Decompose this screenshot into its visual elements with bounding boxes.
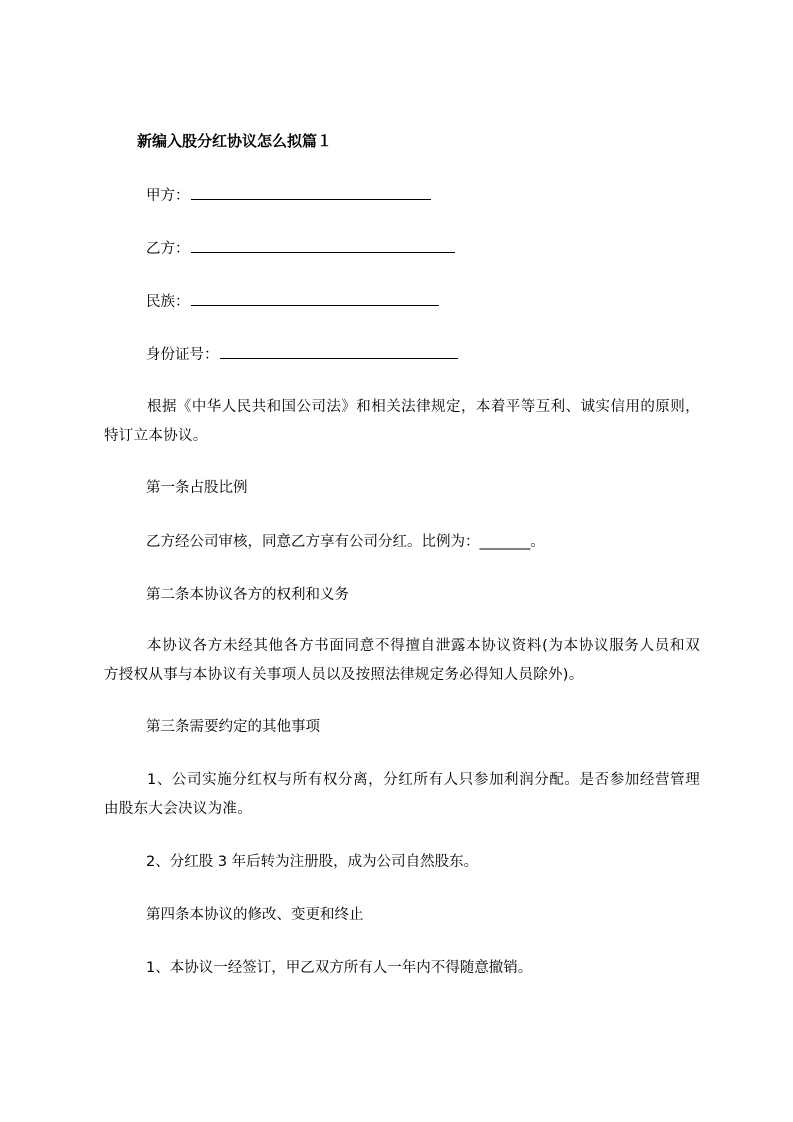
article-2-text: 本协议各方未经其他各方书面同意不得擅自泄露本协议资料(为本协议服务人员和双方授权从事与本协议有关事项人员以及按照法律规定务必得知人员除外)。 — [104, 638, 700, 683]
party-b-blank-line — [191, 238, 455, 253]
article-3-heading: 第三条需要约定的其他事项 — [146, 719, 320, 735]
id-number-field — [146, 344, 458, 365]
party-a-label: 甲方： — [146, 188, 190, 204]
party-b-label: 乙方： — [146, 241, 190, 257]
ethnicity-blank-line — [191, 291, 439, 306]
party-a-field — [146, 185, 431, 206]
article-1-text: 乙方经公司审核，同意乙方享有公司分红。比例为：_______。 — [146, 534, 545, 550]
article-4-heading: 第四条本协议的修改、变更和终止 — [146, 907, 364, 923]
intro-paragraph: 根据《中华人民共和国公司法》和相关法律规定，本着平等互利、诚实信用的原则，特订立本协议。 — [104, 399, 700, 444]
document-title: 新编入股分红协议怎么拟篇１ — [137, 132, 333, 150]
id-number-blank-line — [220, 344, 458, 359]
article-1-heading: 第一条占股比例 — [146, 480, 248, 496]
article-3-item-1: 1、公司实施分红权与所有权分离，分红所有人只参加利润分配。是否参加经营管理由股东大会决议为准。 — [104, 772, 700, 817]
party-a-blank-line — [191, 185, 431, 200]
article-2-heading: 第二条本协议各方的权利和义务 — [146, 587, 349, 603]
article-4-item-1: 1、本协议一经签订，甲乙双方所有人一年内不得随意撤销。 — [146, 960, 533, 976]
party-b-field — [146, 238, 455, 259]
ethnicity-label: 民族： — [146, 294, 190, 310]
id-number-label: 身份证号： — [146, 347, 219, 363]
article-3-item-2: 2、分红股 3 年后转为注册股，成为公司自然股东。 — [146, 854, 479, 870]
ethnicity-field — [146, 291, 439, 312]
